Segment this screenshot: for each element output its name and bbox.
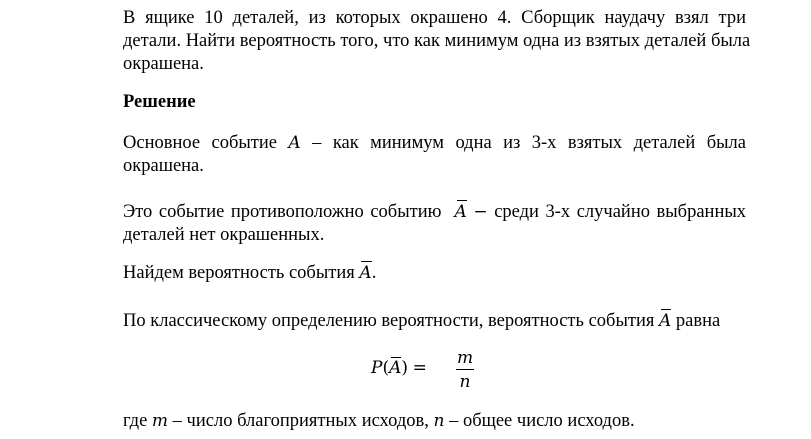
formula-lhs: P(A) = [371,358,427,378]
problem-line-3: окрашена. [123,54,204,74]
solution-heading: Решение [123,92,196,112]
event-definition-line-2: окрашена. [123,156,204,176]
opposite-event-line-1: Это событие противоположно событию A − среди 3-х случайно выбранных [123,202,747,222]
problem-line-2: детали. Найти вероятность того, что как минимум одна из взятых деталей была [123,31,751,51]
opposite-event-line-2: деталей нет окрашенных. [123,225,325,245]
event-symbol-a-bar: A [359,263,372,283]
find-probability: Найдем вероятность события A. [123,263,377,283]
fraction-bar [456,369,474,370]
event-symbol-a-bar: A [659,311,672,331]
symbol-m: m [151,411,169,431]
event-definition-line-1: Основное событие A – как минимум одна из 3-х взятых деталей была [123,133,746,153]
where-explanation: где m – число благоприятных исходов, n – общее число исходов. [123,411,635,431]
opposite-event [123,201,746,247]
classical-definition: По классическому определению вероятности, вероятность события A равна [123,311,721,331]
formula-fraction [456,348,474,392]
problem-statement [123,7,751,76]
event-definition [123,132,746,178]
fraction-numerator: m [456,348,474,368]
problem-line-1: В ящике 10 деталей, из которых окрашено 4. Сборщик наудачу взял три [123,8,746,28]
event-symbol-a-bar: A [454,202,467,222]
fraction-denominator: n [459,372,471,392]
event-symbol-a-bar: A [389,358,402,378]
event-symbol-a: A [288,133,301,153]
symbol-n: n [433,411,445,431]
probability-formula [371,348,511,394]
